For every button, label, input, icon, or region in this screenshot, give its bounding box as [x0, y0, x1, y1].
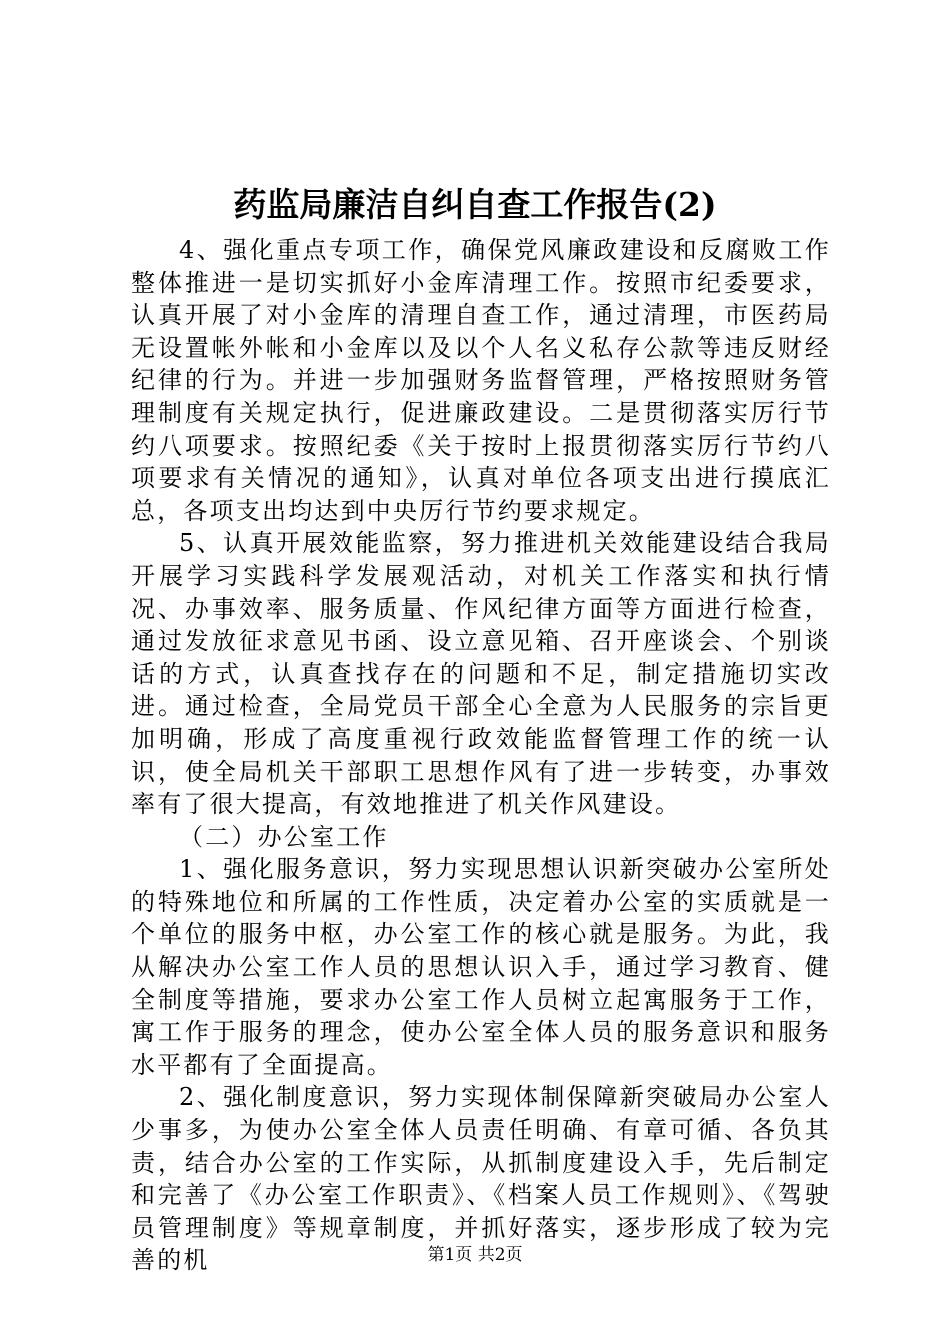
- document-title: 药监局廉洁自纠自查工作报告(2): [233, 185, 717, 224]
- document-body: [131, 234, 831, 1277]
- paragraph: 1、强化服务意识，努力实现思想认识新突破办公室所处的特殊地位和所属的工作性质，决定着办公室的实质就是一个单位的服务中枢，办公室工作的核心就是服务。为此，我从解决办公室工作人员的思想认识入手，通过学习教育、健全制度等措施，要求办公室工作人员树立起寓服务于工作，寓工作于服务的理念，使办公室全体人员的服务意识和服务水平都有了全面提高。: [131, 855, 831, 1079]
- page-footer: 第1页 共2页: [427, 1245, 523, 1265]
- paragraph: 5、认真开展效能监察，努力推进机关效能建设结合我局开展学习实践科学发展观活动，对机关工作落实和执行情况、办事效率、服务质量、作风纪律方面等方面进行检查，通过发放征求意见书函、设立意见箱、召开座谈会、个别谈话的方式，认真查找存在的问题和不足，制定措施切实改进。通过检查，全局党员干部全心全意为人民服务的宗旨更加明确，形成了高度重视行政效能监督管理工作的统一认识，使全局机关干部职工思想作风有了进一步转变，办事效率有了很大提高，有效地推进了机关作风建设。: [131, 529, 831, 819]
- section-heading: （二）办公室工作: [179, 822, 389, 851]
- paragraph: 4、强化重点专项工作，确保党风廉政建设和反腐败工作整体推进一是切实抓好小金库清理工作。按照市纪委要求，认真开展了对小金库的清理自查工作，通过清理，市医药局无设置帐外帐和小金库以及以个人名义私存公款等违反财经纪律的行为。并进一步加强财务监督管理，严格按照财务管理制度有关规定执行，促进廉政建设。二是贯彻落实厉行节约八项要求。按照纪委《关于按时上报贯彻落实厉行节约八项要求有关情况的通知》，认真对单位各项支出进行摸底汇总，各项支出均达到中央厉行节约要求规定。: [131, 236, 831, 525]
- paragraph: 2、强化制度意识，努力实现体制保障新突破局办公室人少事多，为使办公室全体人员责任明确、有章可循、各负其责，结合办公室的工作实际，从抓制度建设入手，先后制定和完善了《办公室工作职责》、《档案人员工作规则》、《驾驶员管理制度》等规章制度，并抓好落实，逐步形成了较为完善的机: [131, 1083, 831, 1275]
